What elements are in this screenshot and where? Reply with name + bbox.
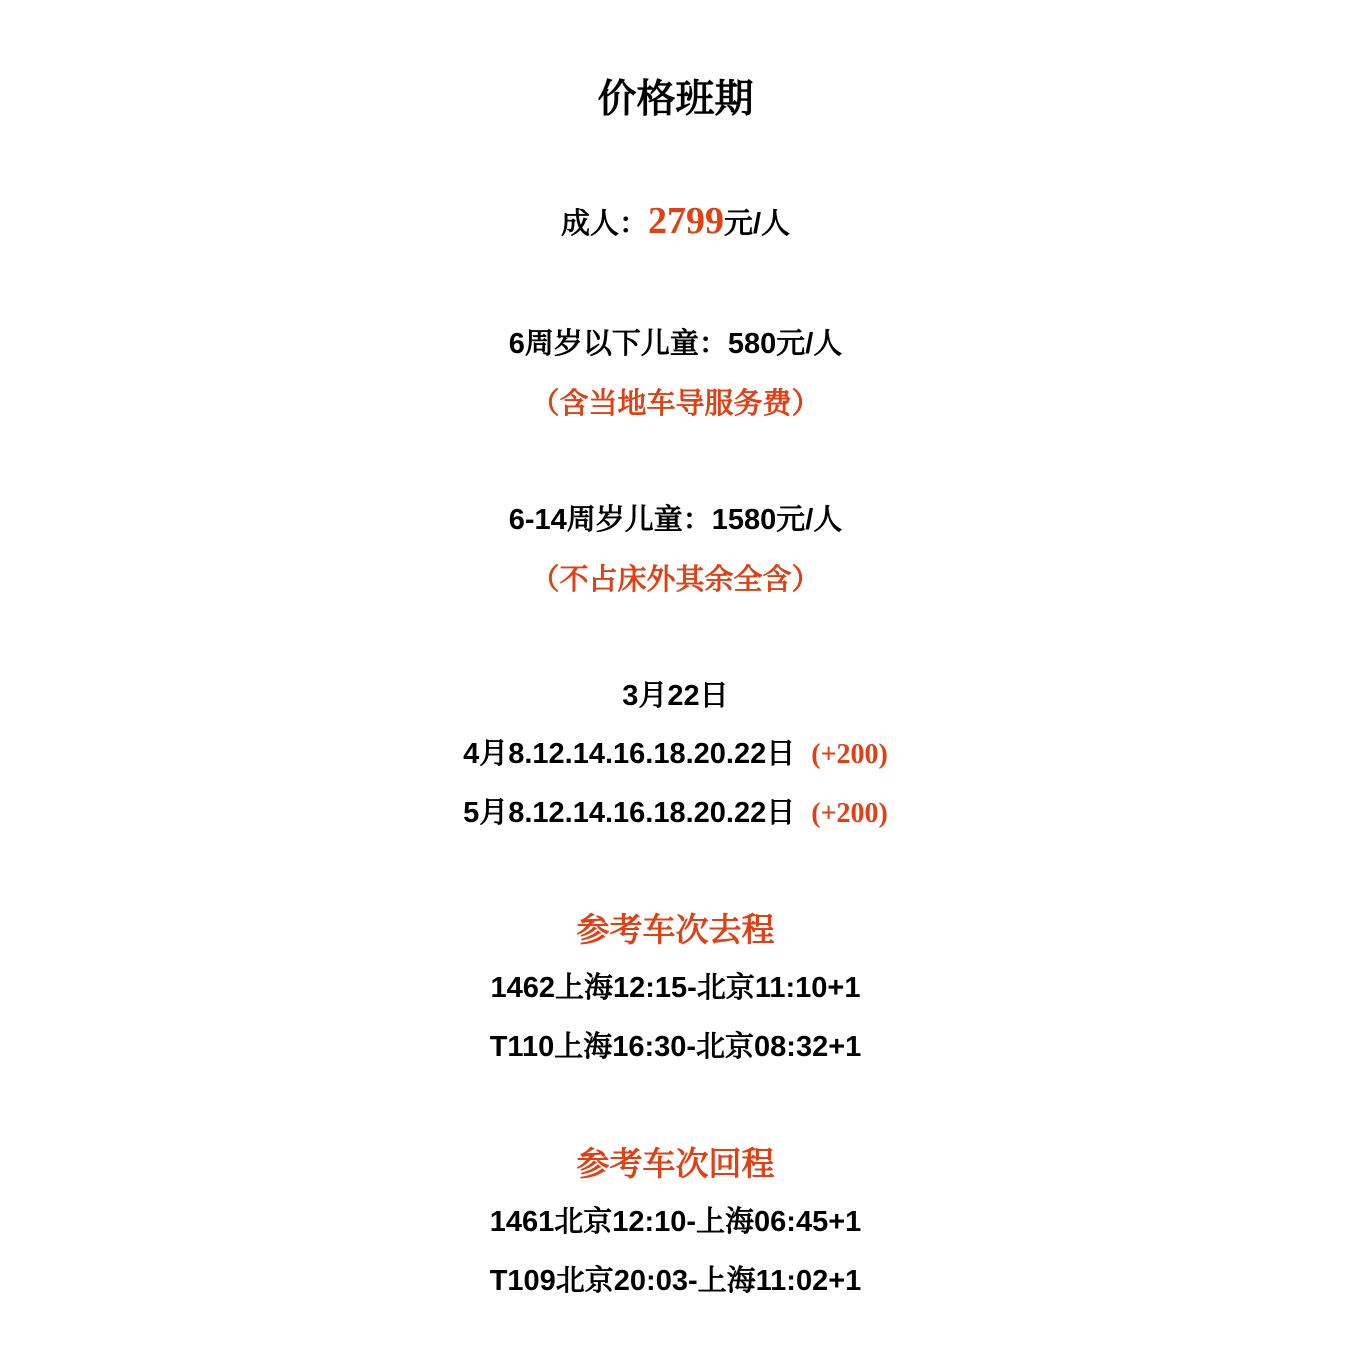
schedule-surcharge: (+200) <box>811 798 888 829</box>
outbound-train: 1462上海12:15-北京11:10+1 <box>490 972 861 1004</box>
page-title: 价格班期 <box>597 78 754 121</box>
child-under6-note: （含当地车导服务费） <box>530 388 821 420</box>
schedule-row <box>0 740 1351 769</box>
schedule-surcharge: (+200) <box>811 739 888 770</box>
child-6-14-price: 6-14周岁儿童：1580元/人 <box>508 504 843 536</box>
return-train: 1461北京12:10-上海06:45+1 <box>489 1206 862 1238</box>
schedule-dates: 4月8.12.14.16.18.20.22日 <box>463 738 796 770</box>
return-heading: 参考车次回程 <box>576 1145 775 1182</box>
adult-price-label: 成人： <box>560 208 648 240</box>
child-under6-price: 6周岁以下儿童：580元/人 <box>508 328 843 360</box>
schedule-row <box>0 799 1351 828</box>
child-6-14-note: （不占床外其余全含） <box>530 564 821 596</box>
outbound-train: T110上海16:30-北京08:32+1 <box>489 1031 862 1063</box>
return-train: T109北京20:03-上海11:02+1 <box>489 1265 862 1297</box>
adult-price-row <box>0 202 1351 240</box>
schedule-dates: 3月22日 <box>622 680 729 712</box>
schedule-dates: 5月8.12.14.16.18.20.22日 <box>463 797 796 829</box>
adult-price-value: 2799 <box>647 200 724 242</box>
schedule-row <box>0 682 1351 711</box>
adult-price-unit: 元/人 <box>723 208 791 240</box>
outbound-heading: 参考车次去程 <box>576 911 775 948</box>
